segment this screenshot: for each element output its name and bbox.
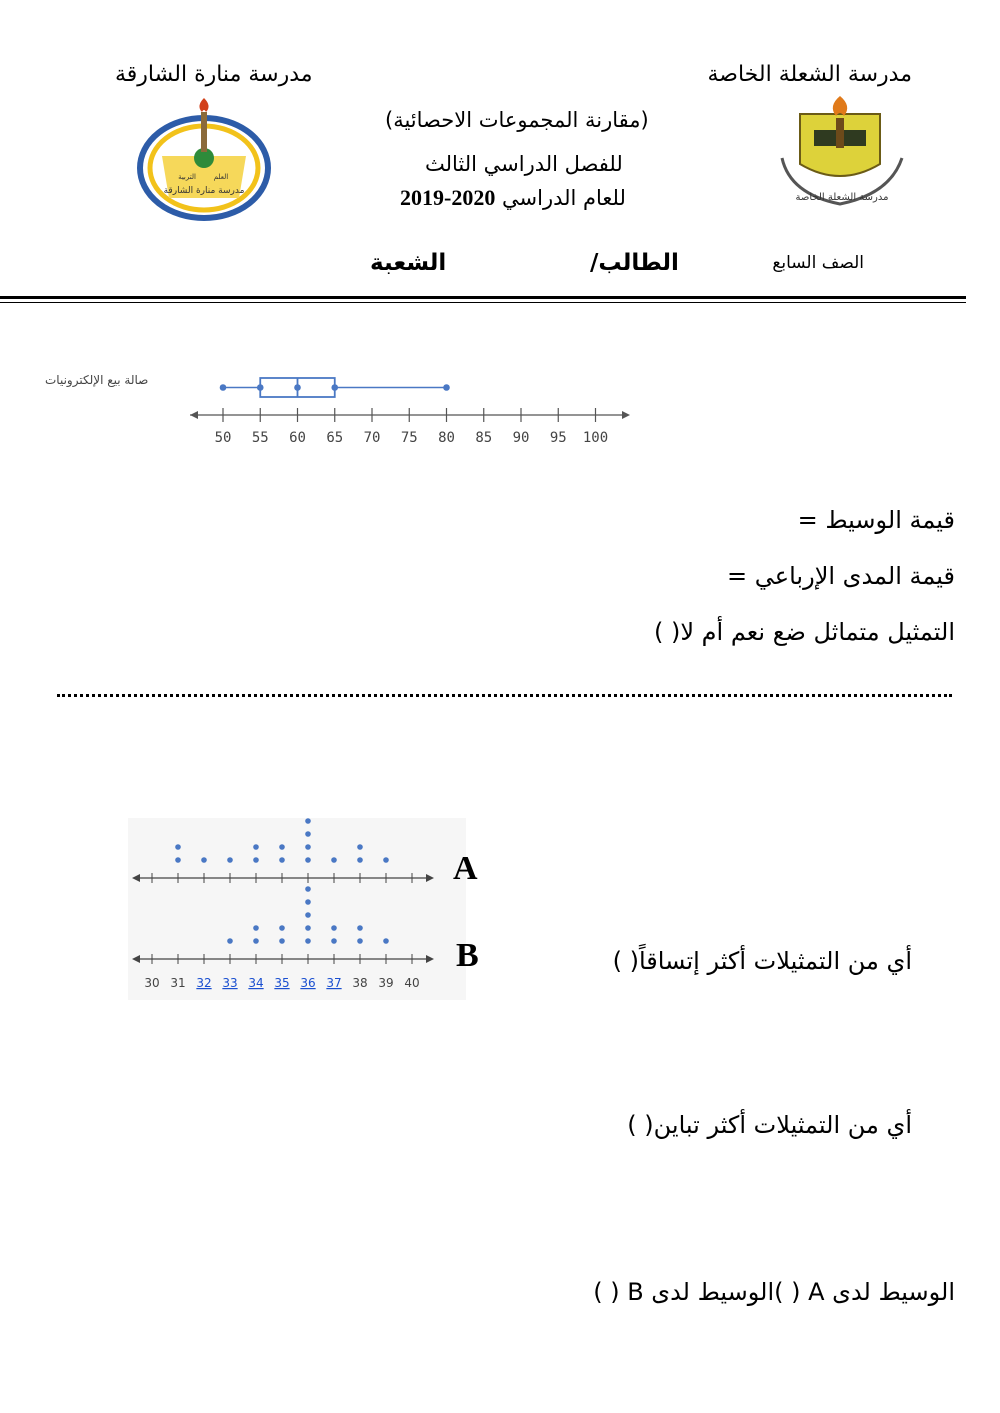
dotplot-tick-label: 39 [378,976,394,990]
flame-icon [199,98,208,112]
axis-arrow-left-icon [190,411,198,419]
question-iqr: قيمة المدى الإرباعي = [727,562,955,590]
boxplot-tick-label: 50 [214,430,232,446]
header-rule-thin [0,302,966,303]
boxplot-tick-label: 75 [400,430,418,446]
school-name-right: مدرسة الشعلة الخاصة [707,62,912,87]
logo-book-right-text: العلم [213,173,229,181]
dot-A-36 [305,844,311,850]
dot-A-38 [357,857,363,863]
dot-B-38 [357,925,363,931]
year-value: 2019-2020 [400,185,496,210]
boxplot-point-median [294,384,301,391]
dot-B-35 [279,925,285,931]
section-divider [57,694,952,697]
dot-B-36 [305,912,311,918]
dotplot-tick-label: 34 [248,976,264,990]
dotplot-tick-label: 37 [326,976,342,990]
dot-A-33 [227,857,233,863]
boxplot-tick-label: 65 [326,430,344,446]
section-field: الشعبة [370,250,447,276]
flame-icon [833,96,847,116]
boxplot-chart [185,358,640,453]
question-variation: أي من التمثيلات أكثر تباين( ) [627,1111,912,1139]
logo-book-left-text: التربية [178,173,196,181]
logo-left-caption: مدرسة منارة الشارقة [163,186,245,196]
boxplot-tick-label: 100 [582,430,609,446]
dotplot-chart [128,818,466,1000]
logo-torch [201,112,207,152]
dot-B-36 [305,938,311,944]
boxplot-tick-label: 80 [438,430,455,446]
dot-A-39 [383,857,389,863]
series-label-a: A [453,850,478,887]
dot-B-34 [253,938,259,944]
boxplot-point-min [220,384,227,391]
dotplot-tick-label: 35 [274,976,290,990]
dotplot-tick-label: 36 [300,976,316,990]
boxplot-tick-label: 60 [289,430,306,446]
boxplot-tick-label: 85 [475,430,493,446]
dot-A-35 [279,844,285,850]
dot-A-36 [305,857,311,863]
student-name-field: الطالب/ [590,250,679,276]
boxplot-tick-label: 55 [251,430,269,446]
question-consistent: أي من التمثيلات أكثر إتساقاً( ) [612,947,912,975]
boxplot-point-q3 [331,384,338,391]
question-median: قيمة الوسيط = [797,506,955,534]
year-label: للعام الدراسي [502,186,626,210]
boxplot-tick-label: 90 [512,430,530,446]
term-label: للفصل الدراسي الثالث [425,152,623,176]
boxplot-point-max [443,384,450,391]
question-median-a-b: الوسيط لدى A ( )الوسيط لدى B ( ) [593,1278,955,1306]
dot-B-34 [253,925,259,931]
boxplot-tick-label: 95 [549,430,567,446]
school-name-left: مدرسة منارة الشارقة [115,62,313,87]
dot-A-38 [357,844,363,850]
logo-right-caption: مدرسة الشعلة الخاصة [795,192,889,203]
boxplot-tick-label: 70 [363,430,381,446]
boxplot-point-q1 [257,384,264,391]
dot-B-38 [357,938,363,944]
dotplot-tick-label: 32 [196,976,212,990]
dot-A-35 [279,857,285,863]
dot-B-37 [331,938,337,944]
dot-A-37 [331,857,337,863]
school-logo-left [135,96,273,222]
school-logo-right [760,92,925,210]
dot-B-36 [305,925,311,931]
dotplot-tick-label: 31 [170,976,186,990]
dot-B-36 [305,899,311,905]
dot-A-36 [305,818,311,824]
grade-label: الصف السابع [772,253,864,273]
dotplot-tick-label: 33 [222,976,238,990]
series-label-b: B [456,937,479,974]
logo-torch [836,118,844,148]
header-rule-thick [0,296,966,299]
dot-A-31 [175,844,181,850]
dot-B-35 [279,938,285,944]
dotplot-tick-label: 38 [352,976,368,990]
dot-B-33 [227,938,233,944]
academic-year [400,185,626,211]
boxplot-label: صالة بيع الإلكترونيات [45,373,149,387]
dot-A-36 [305,831,311,837]
dot-A-32 [201,857,207,863]
dot-B-39 [383,938,389,944]
dot-A-34 [253,857,259,863]
dot-B-37 [331,925,337,931]
dot-A-34 [253,844,259,850]
worksheet-topic: (مقارنة المجموعات الاحصائية) [385,108,649,132]
dotplot-tick-label: 40 [404,976,420,990]
question-symmetric: التمثيل متماثل ضع نعم أم لا( ) [654,618,955,646]
dot-A-31 [175,857,181,863]
dotplot-tick-label: 30 [144,976,160,990]
axis-arrow-right-icon [622,411,630,419]
dot-B-36 [305,886,311,892]
